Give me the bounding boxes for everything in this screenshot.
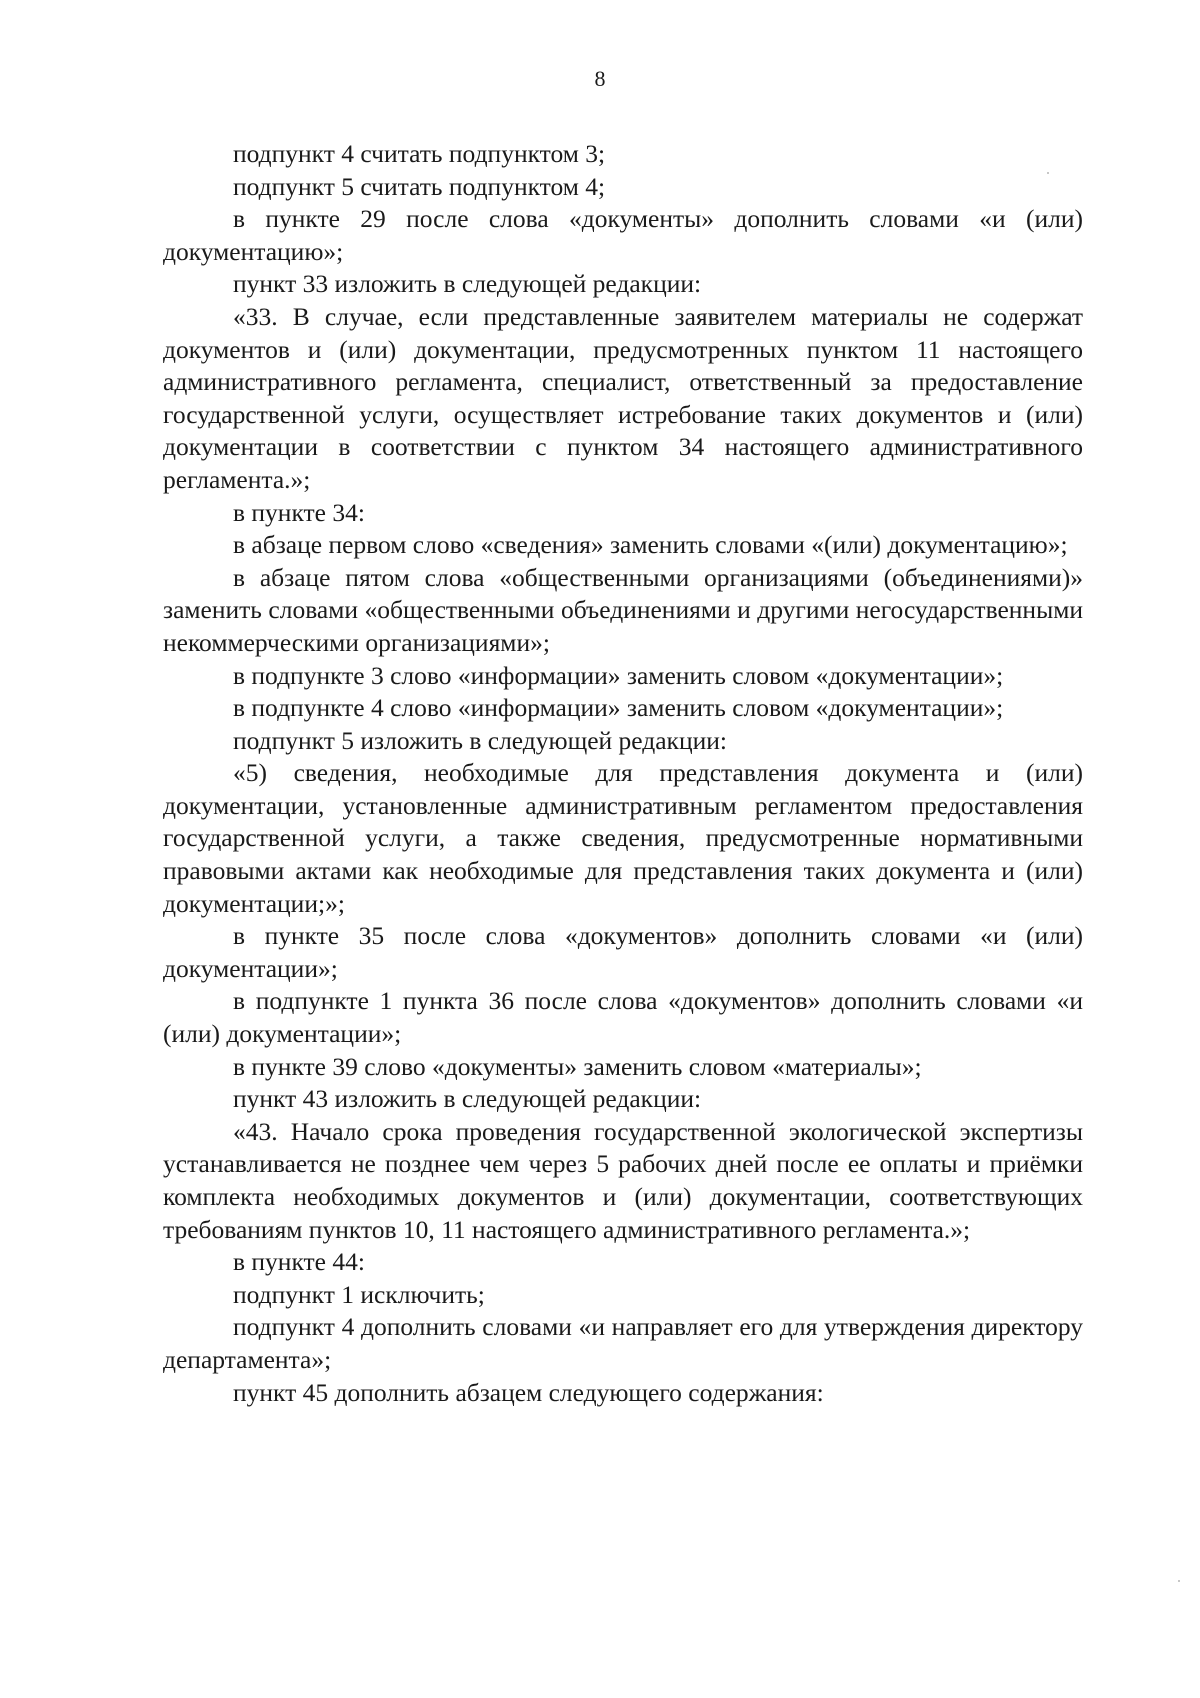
paragraph: подпункт 1 исключить; (233, 1279, 485, 1309)
scan-speck (1047, 172, 1049, 174)
paragraph: в абзаце первом слово «сведения» заменить словами «(или) документацию»; (233, 530, 1068, 560)
paragraph: в абзаце пятом слова «общественными организациями (объединениями)» заменить словами «общественными объединениями и другими негосударственными некоммерческими организациями»; (163, 562, 1083, 657)
page-number: 8 (594, 66, 606, 91)
paragraph: в пункте 29 после слова «документы» дополнить словами «и (или) документацию»; (163, 204, 1083, 266)
paragraph: подпункт 4 считать подпунктом 3; (233, 139, 606, 168)
paragraph: в пункте 44: (233, 1247, 365, 1277)
paragraph: «43. Начало срока проведения государственной экологической экспертизы устанавливается не позднее чем через 5 рабочих дней после ее оплаты и приёмки комплекта необходимых документов и (или) документации, соответствующих требованиям пунктов 10, 11 настоящего административного регламента.»; (163, 1116, 1083, 1244)
paragraph: пункт 43 изложить в следующей редакции: (233, 1084, 702, 1114)
paragraph: пункт 33 изложить в следующей редакции: (233, 269, 702, 299)
paragraph: «33. В случае, если представленные заявителем материалы не содержат документов и (или) документации, предусмотренных пунктом 11 настоящего административного регламента, специалист, ответственный за предоставление государственной услуги, осуществляет истребование таких документов и (или) документации в соответствии с пунктом 34 настоящего административного регламента.»; (163, 301, 1083, 494)
paragraph: в подпункте 1 пункта 36 после слова «документов» дополнить словами «и (или) документации»; (163, 986, 1083, 1049)
paragraph: в пункте 39 слово «документы» заменить словом «материалы»; (233, 1051, 922, 1081)
paragraph: в пункте 35 после слова «документов» дополнить словами «и (или) документации»; (163, 921, 1083, 983)
paragraph: в подпункте 3 слово «информации» заменить словом «документации»; (233, 660, 1004, 690)
paragraph: пункт 45 дополнить абзацем следующего содержания: (233, 1377, 824, 1407)
paragraph: «5) сведения, необходимые для представления документа и (или) документации, установленные административным регламентом предоставления государственной услуги, а также сведения, предусмотренные нормативными правовыми актами как необходимые для представления таких документа и (или) документации;»; (163, 758, 1083, 918)
paragraph: в подпункте 4 слово «информации» заменить словом «документации»; (233, 693, 1004, 723)
paragraph: подпункт 4 дополнить словами «и направляет его для утверждения директору департамента»; (163, 1312, 1083, 1374)
scan-speck (1178, 1580, 1180, 1582)
document-body (163, 138, 1083, 1409)
paragraph: в пункте 34: (233, 497, 365, 527)
paragraph: подпункт 5 изложить в следующей редакции: (233, 725, 727, 755)
paragraph: подпункт 5 считать подпунктом 4; (233, 171, 606, 201)
